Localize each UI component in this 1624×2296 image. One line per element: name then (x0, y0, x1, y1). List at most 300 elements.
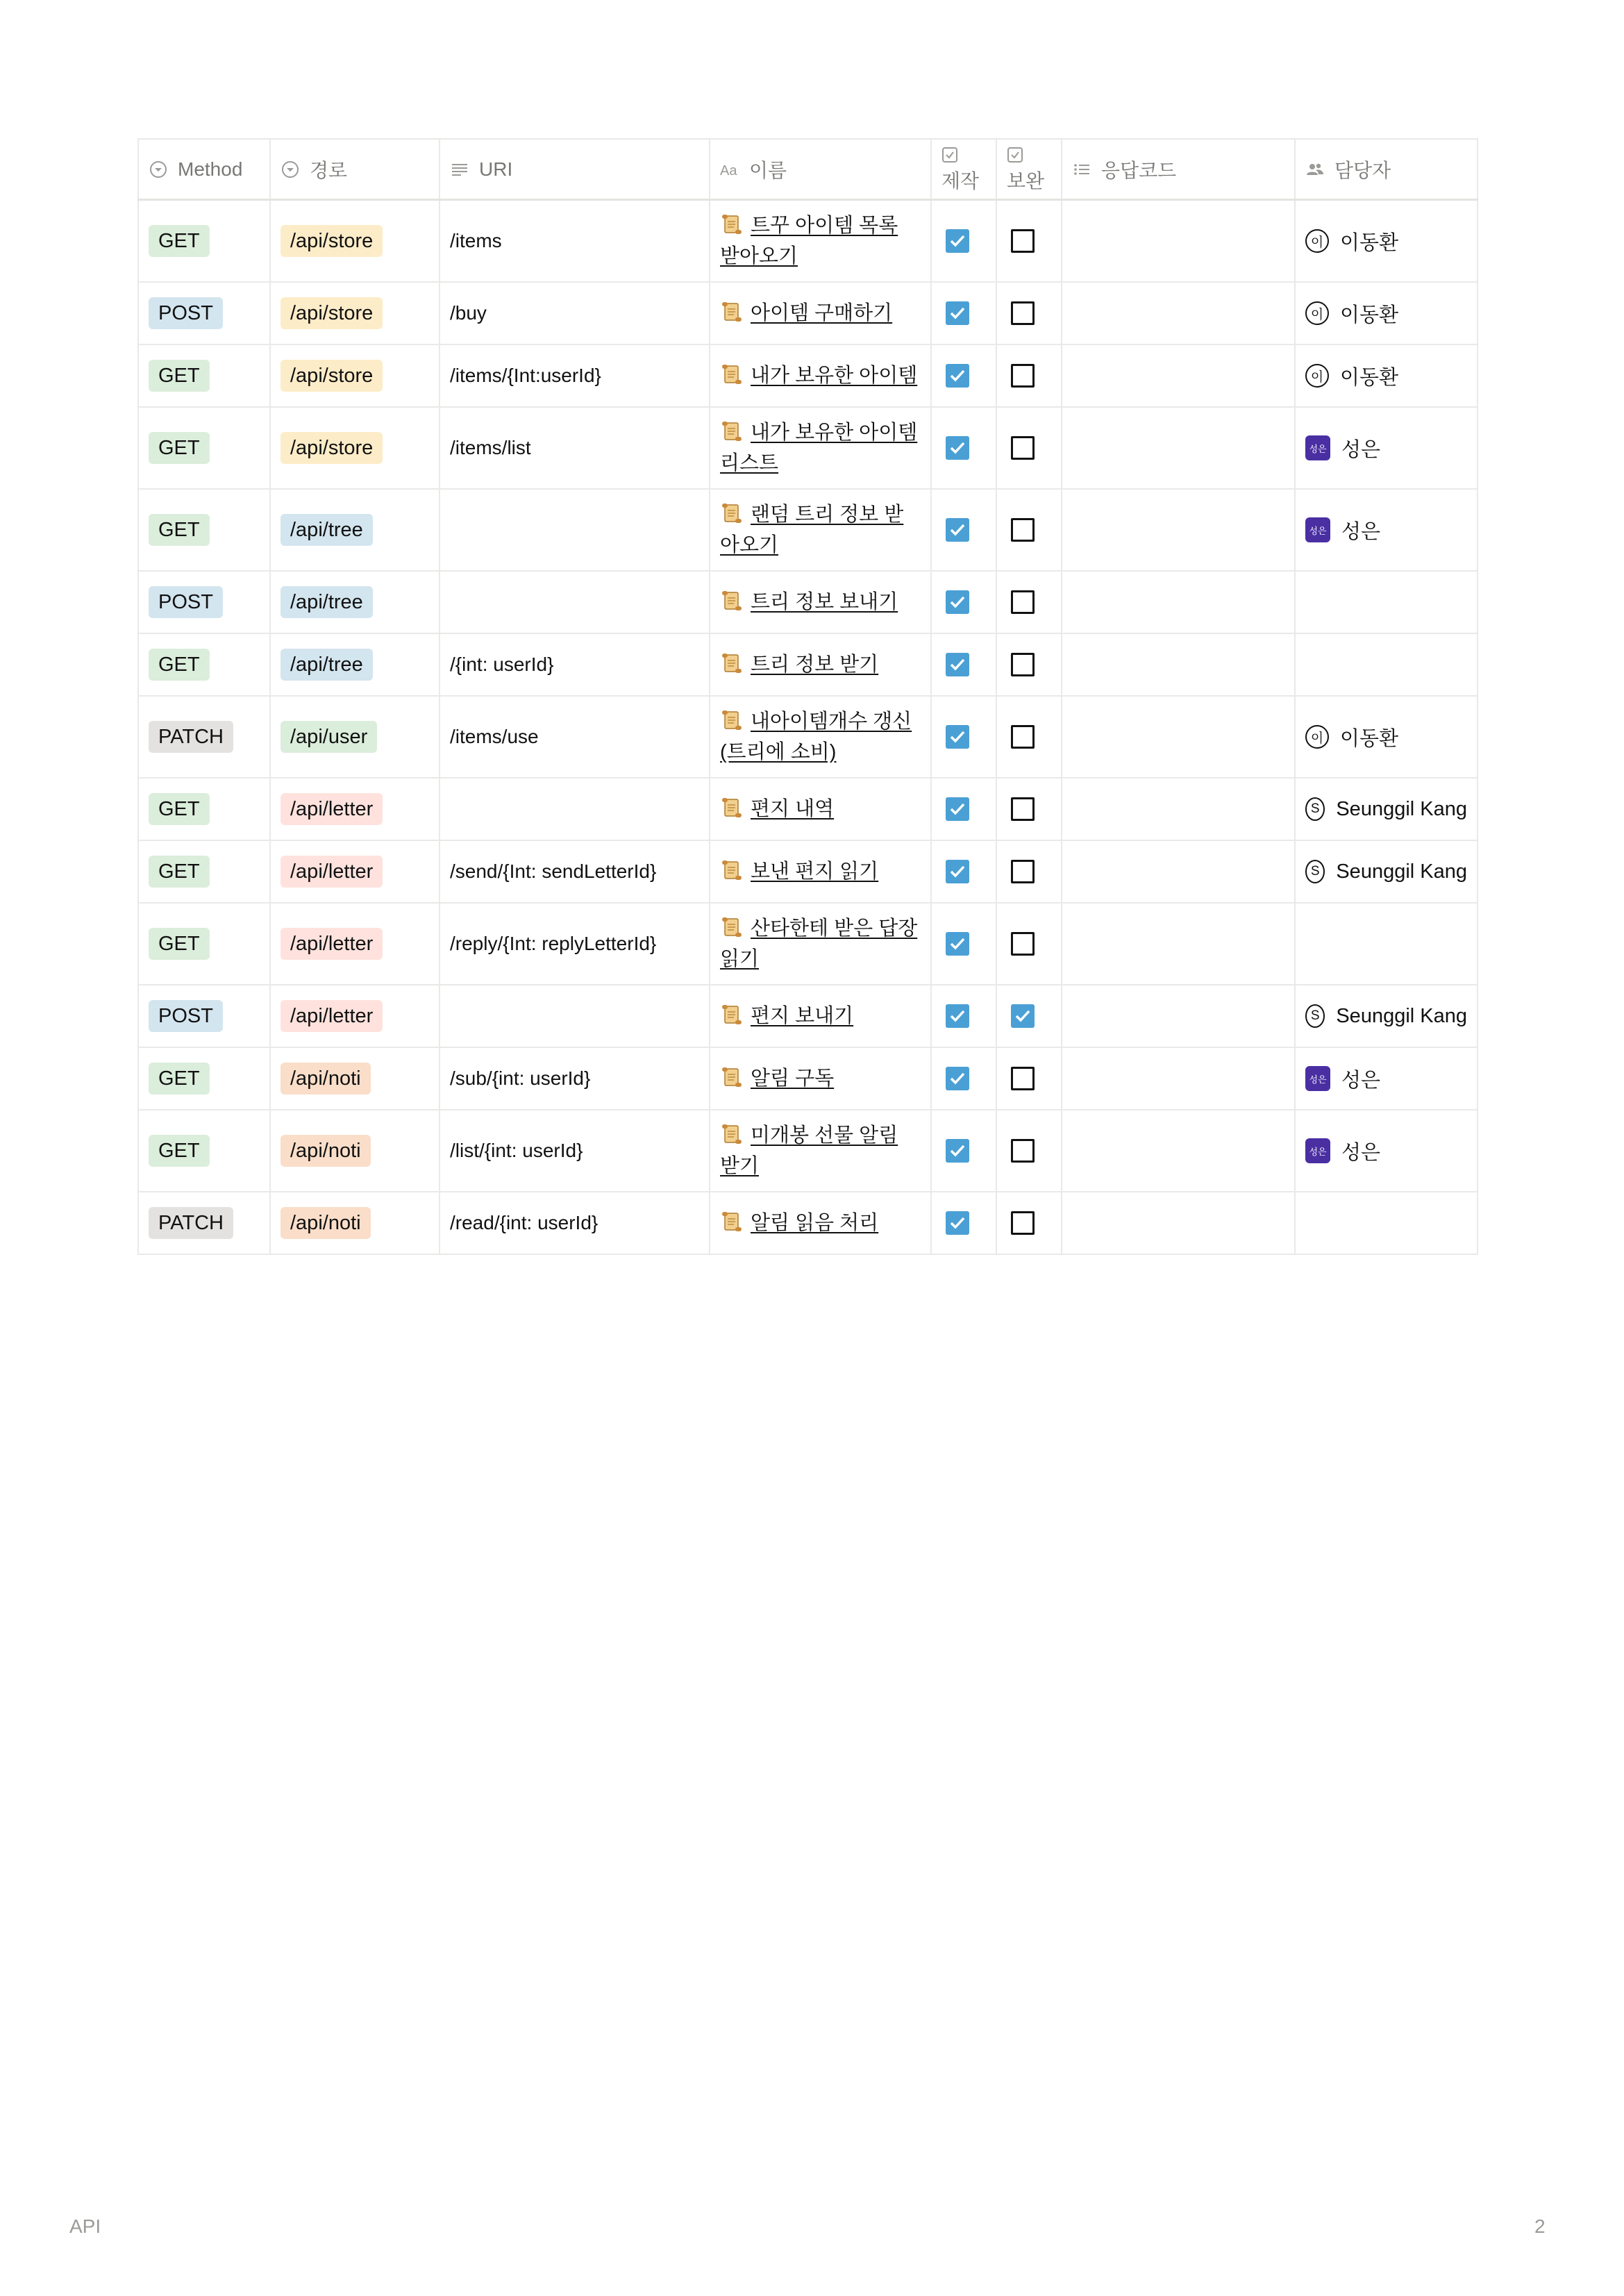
method-tag: PATCH (149, 721, 233, 753)
column-label: 담당자 (1334, 159, 1391, 181)
method-tag: GET (149, 225, 210, 257)
table-row[interactable] (138, 903, 1477, 985)
checkbox-checked[interactable] (946, 932, 969, 956)
cell-made[interactable] (931, 985, 996, 1047)
name-text: 알림 읽음 처리 (751, 1212, 879, 1234)
path-tag: /api/store (281, 297, 383, 329)
cell-uri[interactable] (440, 1110, 710, 1192)
checkbox-checked[interactable] (946, 1004, 969, 1028)
method-tag: POST (149, 586, 223, 618)
cell-supp[interactable] (996, 200, 1062, 283)
checkbox-checked[interactable] (946, 1139, 969, 1163)
checkbox-checked[interactable] (946, 364, 969, 388)
uri-text: /items/{Int:userId} (450, 365, 601, 386)
cell-owner[interactable] (1295, 633, 1477, 696)
page-link[interactable] (720, 360, 921, 391)
checkbox-unchecked[interactable] (1011, 797, 1035, 821)
check-icon (946, 653, 969, 676)
path-tag: /api/tree (281, 649, 373, 681)
path-tag: /api/user (281, 721, 377, 753)
cell-resp[interactable] (1062, 489, 1295, 571)
cell-method[interactable] (138, 633, 270, 696)
name-text-line2: 받아오기 (720, 245, 798, 267)
page-link[interactable] (720, 856, 921, 887)
table-row[interactable] (138, 571, 1477, 633)
person-chip (1305, 797, 1467, 821)
name-text: 내가 보유한 아이템 (751, 422, 918, 444)
path-tag: /api/store (281, 432, 383, 464)
name-text: 보낸 편지 읽기 (751, 860, 879, 883)
owner-name: 성은 (1341, 1141, 1381, 1164)
cell-owner[interactable] (1295, 985, 1477, 1047)
cell-made[interactable] (931, 1047, 996, 1110)
method-tag: GET (149, 432, 210, 464)
cell-uri[interactable] (440, 985, 710, 1047)
page-link[interactable] (720, 298, 921, 328)
scroll-icon (720, 796, 744, 820)
cell-made[interactable] (931, 840, 996, 903)
avatar: 이 (1305, 301, 1329, 325)
person-chip (1305, 1065, 1467, 1093)
method-tag: GET (149, 928, 210, 960)
cell-owner[interactable] (1295, 282, 1477, 344)
cell-supp[interactable] (996, 778, 1062, 840)
uri-text: /list/{int: userId} (450, 1140, 583, 1161)
cell-path[interactable] (270, 985, 440, 1047)
path-tag: /api/noti (281, 1063, 371, 1095)
cell-resp[interactable] (1062, 840, 1295, 903)
checkbox-checked[interactable] (946, 725, 969, 749)
uri-text: /items/use (450, 726, 539, 747)
column-header-owner[interactable] (1295, 139, 1477, 200)
cell-resp[interactable] (1062, 778, 1295, 840)
cell-path[interactable] (270, 903, 440, 985)
cell-resp[interactable] (1062, 696, 1295, 778)
name-text: 내가 보유한 아이템 (751, 365, 918, 387)
cell-supp[interactable] (996, 1047, 1062, 1110)
select-icon (149, 160, 168, 179)
check-icon (946, 436, 969, 460)
cell-owner[interactable] (1295, 1192, 1477, 1254)
name-text-line2: 리스트 (720, 452, 779, 474)
table-row[interactable] (138, 489, 1477, 571)
name-text: 산타한테 받은 답장 (751, 917, 918, 940)
checkbox-unchecked[interactable] (1011, 1067, 1035, 1090)
cell-method[interactable] (138, 985, 270, 1047)
cell-supp[interactable] (996, 840, 1062, 903)
cell-uri[interactable] (440, 407, 710, 489)
avatar: 성은 (1305, 517, 1330, 542)
name-text: 알림 구독 (751, 1067, 835, 1090)
cell-owner[interactable] (1295, 840, 1477, 903)
cell-uri[interactable] (440, 1192, 710, 1254)
page-link[interactable] (720, 794, 921, 824)
person-chip (1305, 1137, 1467, 1165)
cell-owner[interactable] (1295, 1047, 1477, 1110)
cell-supp[interactable] (996, 985, 1062, 1047)
footer-title: API (69, 2215, 101, 2237)
cell-name[interactable] (710, 407, 931, 489)
cell-owner[interactable] (1295, 344, 1477, 407)
method-tag: GET (149, 793, 210, 825)
owner-name: Seunggil Kang (1336, 860, 1467, 883)
column-header-name[interactable] (710, 139, 931, 200)
column-header-supp[interactable] (996, 139, 1062, 200)
page-link[interactable] (720, 706, 921, 767)
path-tag: /api/noti (281, 1135, 371, 1167)
list-icon (1072, 160, 1091, 179)
cell-made[interactable] (931, 282, 996, 344)
column-header-method[interactable] (138, 139, 270, 200)
checkbox-checked[interactable] (946, 653, 969, 676)
cell-supp[interactable] (996, 633, 1062, 696)
cell-path[interactable] (270, 571, 440, 633)
cell-made[interactable] (931, 571, 996, 633)
cell-uri[interactable] (440, 778, 710, 840)
method-tag: POST (149, 297, 223, 329)
method-tag: POST (149, 1000, 223, 1032)
uri-text: /read/{int: userId} (450, 1212, 598, 1233)
cell-resp[interactable] (1062, 282, 1295, 344)
uri-text: /{int: userId} (450, 654, 554, 675)
avatar: S (1305, 860, 1325, 883)
uri-text: /buy (450, 302, 487, 324)
column-label: Method (178, 158, 243, 180)
page-number: 2 (1534, 2215, 1546, 2237)
cell-path[interactable] (270, 489, 440, 571)
name-text: 트리 정보 보내기 (751, 591, 898, 613)
check-icon (946, 1067, 969, 1090)
cell-supp[interactable] (996, 344, 1062, 407)
cell-made[interactable] (931, 344, 996, 407)
cell-uri[interactable] (440, 1047, 710, 1110)
name-text: 아이템 구매하기 (751, 302, 893, 324)
cell-supp[interactable] (996, 903, 1062, 985)
avatar: 이 (1305, 229, 1329, 253)
page-link[interactable] (720, 1063, 921, 1094)
cell-method[interactable] (138, 696, 270, 778)
people-icon (1305, 160, 1325, 179)
cell-path[interactable] (270, 1110, 440, 1192)
cell-name[interactable] (710, 1047, 931, 1110)
cell-resp[interactable] (1062, 903, 1295, 985)
scroll-icon (720, 419, 744, 443)
cell-method[interactable] (138, 200, 270, 283)
checkbox-unchecked[interactable] (1011, 301, 1035, 325)
cell-resp[interactable] (1062, 571, 1295, 633)
method-tag: PATCH (149, 1207, 233, 1239)
cell-resp[interactable] (1062, 985, 1295, 1047)
cell-made[interactable] (931, 1192, 996, 1254)
name-text: 편지 내역 (751, 798, 835, 820)
person-chip (1305, 1004, 1467, 1028)
scroll-icon (720, 858, 744, 882)
cell-method[interactable] (138, 1110, 270, 1192)
owner-name: 이동환 (1340, 727, 1399, 750)
path-tag: /api/letter (281, 793, 383, 825)
cell-name[interactable] (710, 778, 931, 840)
cell-resp[interactable] (1062, 200, 1295, 283)
cell-made[interactable] (931, 633, 996, 696)
person-chip (1305, 434, 1467, 463)
column-header-made[interactable] (931, 139, 996, 200)
checkbox-checked[interactable] (946, 1067, 969, 1090)
cell-resp[interactable] (1062, 1192, 1295, 1254)
title-aa-icon (720, 160, 739, 179)
checkbox-unchecked[interactable] (1011, 653, 1035, 676)
cell-owner[interactable] (1295, 407, 1477, 489)
table-row[interactable] (138, 633, 1477, 696)
cell-name[interactable] (710, 985, 931, 1047)
cell-path[interactable] (270, 407, 440, 489)
cell-supp[interactable] (996, 407, 1062, 489)
table-row[interactable] (138, 344, 1477, 407)
name-text-line2: (트리에 소비) (720, 741, 837, 763)
cell-name[interactable] (710, 344, 931, 407)
checkbox-unchecked[interactable] (1011, 1211, 1035, 1235)
name-text: 트꾸 아이템 목록 (751, 215, 898, 237)
name-text-line2: 아오기 (720, 534, 779, 556)
path-tag: /api/letter (281, 1000, 383, 1032)
cell-name[interactable] (710, 571, 931, 633)
cell-resp[interactable] (1062, 344, 1295, 407)
method-tag: GET (149, 649, 210, 681)
owner-name: 성은 (1341, 520, 1381, 543)
scroll-icon (720, 1003, 744, 1026)
page-link[interactable] (720, 649, 921, 680)
page-link[interactable] (720, 210, 921, 272)
path-tag: /api/store (281, 360, 383, 392)
checkbox-unchecked[interactable] (1011, 590, 1035, 614)
cell-path[interactable] (270, 344, 440, 407)
person-chip (1305, 362, 1467, 390)
table-row[interactable] (138, 1110, 1477, 1192)
cell-owner[interactable] (1295, 696, 1477, 778)
checkbox-checked[interactable] (946, 860, 969, 883)
column-label: URI (479, 158, 513, 180)
scroll-icon (720, 213, 744, 236)
scroll-icon (720, 915, 744, 939)
path-tag: /api/letter (281, 928, 383, 960)
scroll-icon (720, 501, 744, 525)
cell-uri[interactable] (440, 633, 710, 696)
person-chip (1305, 227, 1467, 256)
cell-supp[interactable] (996, 282, 1062, 344)
cell-path[interactable] (270, 840, 440, 903)
cell-method[interactable] (138, 840, 270, 903)
person-chip (1305, 516, 1467, 544)
page-link[interactable] (720, 913, 921, 974)
person-chip (1305, 299, 1467, 328)
cell-method[interactable] (138, 571, 270, 633)
cell-method[interactable] (138, 489, 270, 571)
scroll-icon (720, 1065, 744, 1089)
cell-uri[interactable] (440, 903, 710, 985)
method-tag: GET (149, 1135, 210, 1167)
cell-owner[interactable] (1295, 571, 1477, 633)
cell-name[interactable] (710, 200, 931, 283)
cell-made[interactable] (931, 696, 996, 778)
cell-path[interactable] (270, 1047, 440, 1110)
page-link[interactable] (720, 1120, 921, 1181)
cell-uri[interactable] (440, 200, 710, 283)
checkbox-checked[interactable] (946, 301, 969, 325)
method-tag: GET (149, 856, 210, 888)
cell-name[interactable] (710, 282, 931, 344)
cell-resp[interactable] (1062, 1047, 1295, 1110)
cell-made[interactable] (931, 778, 996, 840)
table-row[interactable] (138, 696, 1477, 778)
cell-resp[interactable] (1062, 407, 1295, 489)
checkbox-unchecked[interactable] (1011, 436, 1035, 460)
table-row[interactable] (138, 1192, 1477, 1254)
cell-owner[interactable] (1295, 778, 1477, 840)
cell-made[interactable] (931, 1110, 996, 1192)
cell-name[interactable] (710, 1192, 931, 1254)
cell-name[interactable] (710, 489, 931, 571)
cell-supp[interactable] (996, 1110, 1062, 1192)
table-row[interactable] (138, 200, 1477, 283)
cell-path[interactable] (270, 200, 440, 283)
header-row (138, 139, 1477, 200)
check-icon (946, 229, 969, 253)
cell-supp[interactable] (996, 571, 1062, 633)
table-row[interactable] (138, 282, 1477, 344)
page-link[interactable] (720, 1001, 921, 1031)
page-link[interactable] (720, 587, 921, 617)
cell-supp[interactable] (996, 1192, 1062, 1254)
uri-text: /items (450, 230, 502, 251)
checkbox-unchecked[interactable] (1011, 364, 1035, 388)
scroll-icon (720, 1210, 744, 1233)
uri-text: /items/list (450, 437, 531, 458)
checkbox-unchecked[interactable] (1011, 229, 1035, 253)
cell-owner[interactable] (1295, 200, 1477, 283)
cell-made[interactable] (931, 200, 996, 283)
page-link[interactable] (720, 417, 921, 479)
check-icon (946, 301, 969, 325)
owner-name: 이동환 (1340, 366, 1399, 389)
cell-path[interactable] (270, 633, 440, 696)
cell-path[interactable] (270, 282, 440, 344)
cell-made[interactable] (931, 903, 996, 985)
path-tag: /api/noti (281, 1207, 371, 1239)
checkbox-unchecked[interactable] (1011, 860, 1035, 883)
avatar: 성은 (1305, 435, 1330, 460)
path-tag: /api/tree (281, 514, 373, 546)
uri-text: /sub/{int: userId} (450, 1067, 591, 1089)
cell-method[interactable] (138, 1192, 270, 1254)
cell-owner[interactable] (1295, 1110, 1477, 1192)
cell-method[interactable] (138, 344, 270, 407)
cell-method[interactable] (138, 778, 270, 840)
cell-method[interactable] (138, 903, 270, 985)
checkbox-icon (941, 145, 958, 165)
cell-name[interactable] (710, 633, 931, 696)
cell-owner[interactable] (1295, 903, 1477, 985)
table-row[interactable] (138, 778, 1477, 840)
checkbox-checked[interactable] (946, 436, 969, 460)
checkbox-unchecked[interactable] (1011, 725, 1035, 749)
cell-owner[interactable] (1295, 489, 1477, 571)
column-header-path[interactable] (270, 139, 440, 200)
checkbox-checked[interactable] (946, 229, 969, 253)
cell-uri[interactable] (440, 344, 710, 407)
method-tag: GET (149, 1063, 210, 1095)
cell-name[interactable] (710, 1110, 931, 1192)
checkbox-checked[interactable] (946, 518, 969, 542)
cell-name[interactable] (710, 903, 931, 985)
cell-uri[interactable] (440, 489, 710, 571)
path-tag: /api/letter (281, 856, 383, 888)
cell-path[interactable] (270, 778, 440, 840)
column-header-uri[interactable] (440, 139, 710, 200)
table-row[interactable] (138, 1047, 1477, 1110)
cell-name[interactable] (710, 840, 931, 903)
method-tag: GET (149, 360, 210, 392)
checkbox-checked[interactable] (946, 1211, 969, 1235)
column-header-resp[interactable] (1062, 139, 1295, 200)
checkbox-checked[interactable] (946, 590, 969, 614)
cell-method[interactable] (138, 407, 270, 489)
page-link[interactable] (720, 1208, 921, 1238)
cell-uri[interactable] (440, 840, 710, 903)
checkbox-unchecked[interactable] (1011, 932, 1035, 956)
cell-made[interactable] (931, 489, 996, 571)
cell-resp[interactable] (1062, 1110, 1295, 1192)
page-link[interactable] (720, 499, 921, 560)
checkbox-unchecked[interactable] (1011, 518, 1035, 542)
check-icon (946, 725, 969, 749)
owner-name: 성은 (1341, 1069, 1381, 1092)
cell-uri[interactable] (440, 282, 710, 344)
table-row[interactable] (138, 985, 1477, 1047)
checkbox-checked[interactable] (1011, 1004, 1035, 1028)
name-text: 미개봉 선물 알림 (751, 1124, 898, 1147)
avatar: 이 (1305, 725, 1329, 749)
cell-supp[interactable] (996, 489, 1062, 571)
table-row[interactable] (138, 840, 1477, 903)
select-icon (281, 160, 300, 179)
owner-name: 이동환 (1340, 231, 1399, 254)
uri-text: /send/{Int: sendLetterId} (450, 860, 657, 882)
name-text-line2: 받기 (720, 1155, 760, 1177)
avatar: S (1305, 797, 1325, 821)
text-lines-icon (450, 160, 469, 179)
cell-method[interactable] (138, 1047, 270, 1110)
column-label: 응답코드 (1101, 159, 1177, 181)
cell-supp[interactable] (996, 696, 1062, 778)
cell-uri[interactable] (440, 696, 710, 778)
scroll-icon (720, 300, 744, 324)
path-tag: /api/tree (281, 586, 373, 618)
check-icon (946, 1211, 969, 1235)
cell-resp[interactable] (1062, 633, 1295, 696)
cell-uri[interactable] (440, 571, 710, 633)
cell-made[interactable] (931, 407, 996, 489)
cell-path[interactable] (270, 696, 440, 778)
column-label: 제작 (941, 169, 980, 192)
cell-path[interactable] (270, 1192, 440, 1254)
checkbox-unchecked[interactable] (1011, 1139, 1035, 1163)
name-text: 랜덤 트리 정보 받 (751, 504, 904, 526)
table-row[interactable] (138, 407, 1477, 489)
owner-name: Seunggil Kang (1336, 1004, 1467, 1027)
scroll-icon (720, 589, 744, 613)
cell-method[interactable] (138, 282, 270, 344)
checkbox-checked[interactable] (946, 797, 969, 821)
cell-name[interactable] (710, 696, 931, 778)
